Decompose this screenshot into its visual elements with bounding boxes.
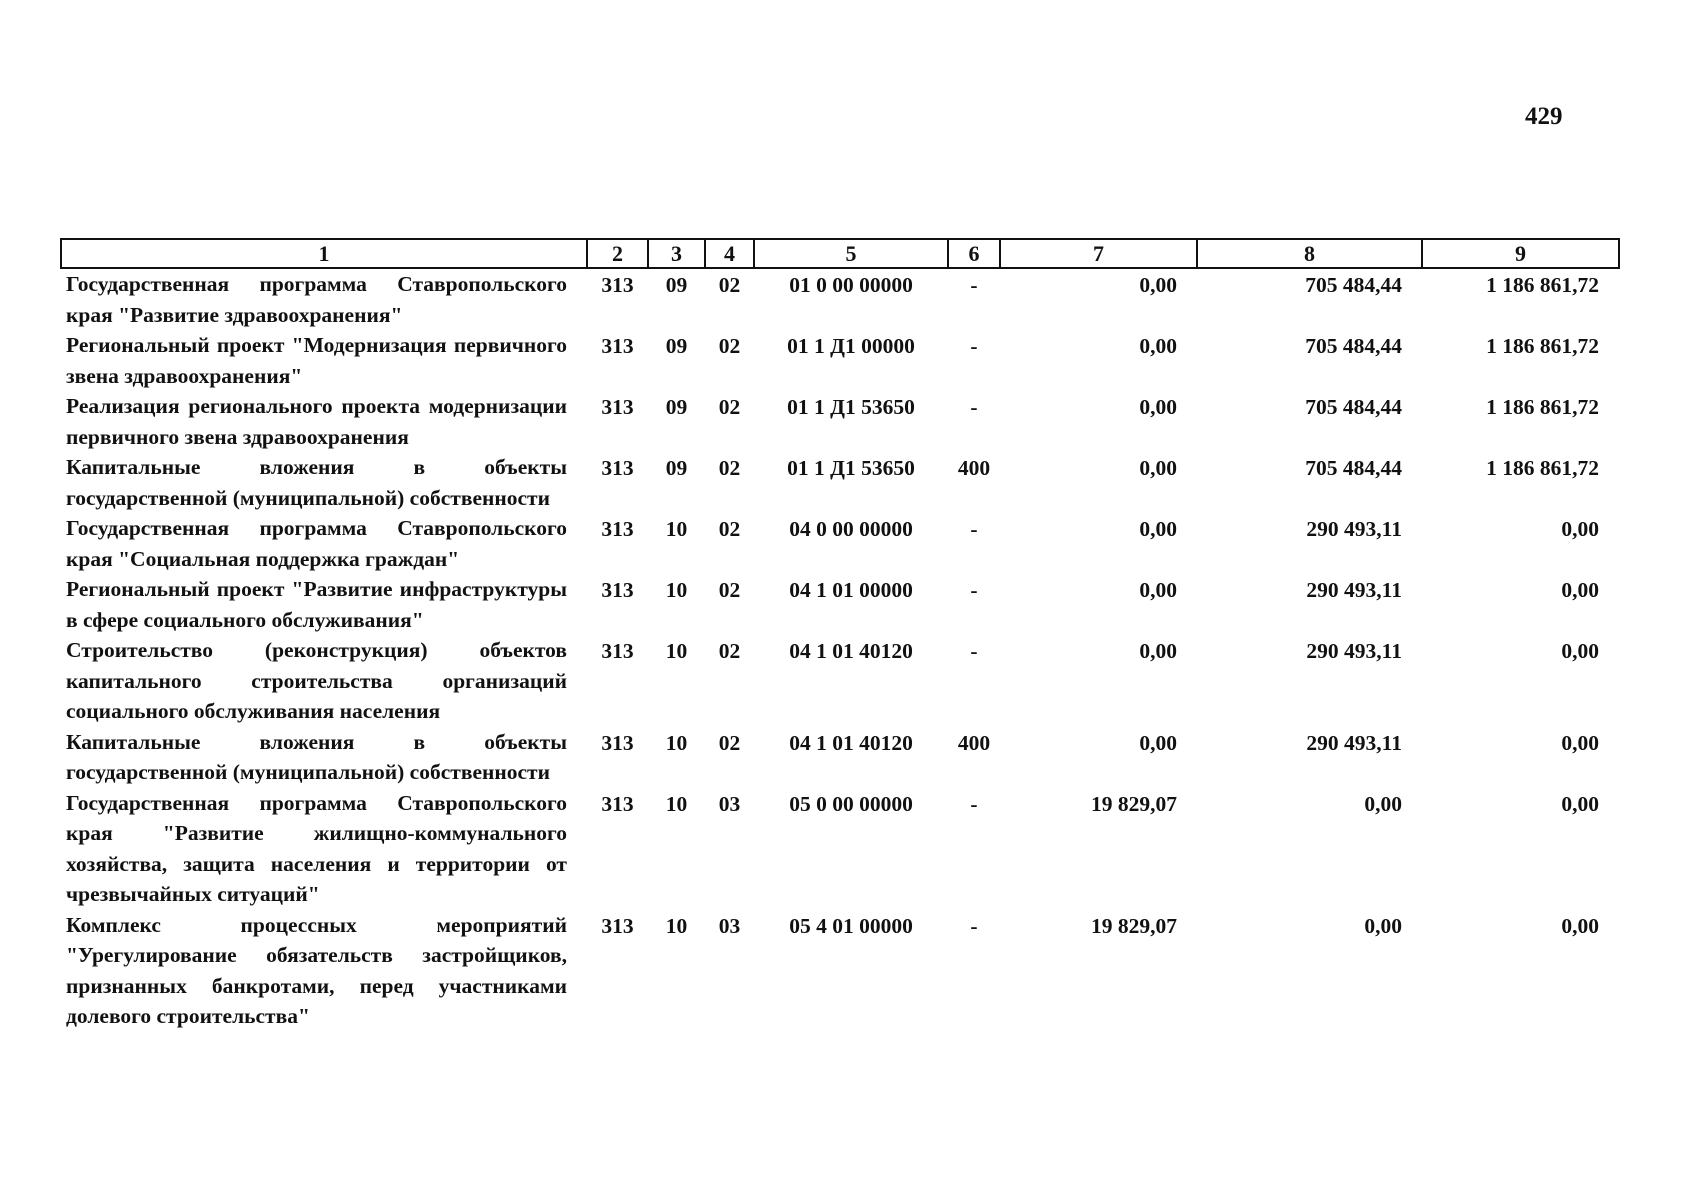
row-code-6: - [970, 395, 978, 419]
row-value-9: 0,00 [1561, 913, 1599, 938]
row-value-7: 0,00 [1139, 456, 1177, 480]
header-row [61, 239, 1619, 268]
budget-table [60, 238, 1620, 1032]
row-value-9: 1 186 861,72 [1486, 334, 1599, 358]
row-value-7: 0,00 [1139, 395, 1177, 419]
row-code-6: - [970, 791, 978, 816]
row-code-5: 04 0 00 00000 [789, 517, 913, 541]
table-row [61, 391, 1619, 452]
table-row [61, 452, 1619, 513]
table-row [61, 635, 1619, 727]
row-code-6: - [970, 334, 978, 358]
row-value-7: 0,00 [1139, 730, 1177, 755]
row-code-3: 09 [665, 395, 688, 419]
row-name: Государственная программа Ставропольского края "Развитие жилищно-коммунального хозяйства, защита населения и территории от чрезвычайных ситуаций" [66, 790, 567, 906]
row-code-5: 05 0 00 00000 [789, 791, 913, 816]
row-code-2: 313 [601, 913, 634, 938]
header-cell: 5 [754, 239, 948, 268]
row-value-7: 0,00 [1139, 639, 1177, 663]
row-value-8: 705 484,44 [1305, 456, 1402, 480]
table-row [61, 574, 1619, 635]
row-code-2: 313 [601, 730, 634, 755]
row-code-6: - [970, 578, 978, 602]
row-code-4: 03 [718, 913, 741, 938]
row-value-8: 705 484,44 [1305, 273, 1402, 297]
row-value-7: 19 829,07 [1091, 913, 1177, 938]
row-value-9: 0,00 [1561, 730, 1599, 755]
table-row [61, 268, 1619, 330]
row-name: Региональный проект "Развитие инфраструктуры в сфере социального обслуживания" [66, 577, 567, 632]
row-value-7: 0,00 [1139, 517, 1177, 541]
row-code-6: - [970, 639, 978, 663]
row-value-7: 0,00 [1139, 334, 1177, 358]
row-name: Капитальные вложения в объекты государственной (муниципальной) собственности [66, 729, 567, 784]
row-value-7: 19 829,07 [1091, 791, 1177, 816]
row-code-2: 313 [601, 639, 634, 663]
row-name: Государственная программа Ставропольского края "Социальная поддержка граждан" [66, 516, 567, 571]
page-number: 429 [1525, 103, 1563, 130]
table-row [61, 727, 1619, 788]
row-name: Реализация регионального проекта модернизации первичного звена здравоохранения [66, 394, 567, 449]
row-code-5: 04 1 01 40120 [789, 639, 913, 663]
row-code-5: 04 1 01 40120 [789, 730, 913, 755]
row-value-9: 1 186 861,72 [1486, 273, 1599, 297]
table-row [61, 330, 1619, 391]
row-code-4: 02 [718, 578, 741, 602]
row-code-5: 01 0 00 00000 [789, 273, 913, 297]
header-cell: 3 [648, 239, 705, 268]
row-code-3: 10 [665, 517, 688, 541]
row-code-4: 03 [718, 791, 741, 816]
row-name: Капитальные вложения в объекты государственной (муниципальной) собственности [66, 455, 567, 510]
table-row [61, 513, 1619, 574]
row-code-2: 313 [601, 273, 634, 297]
row-code-3: 10 [665, 913, 688, 938]
row-code-6: - [970, 517, 978, 541]
row-code-2: 313 [601, 791, 634, 816]
row-value-8: 290 493,11 [1306, 639, 1402, 663]
row-code-4: 02 [718, 395, 741, 419]
header-cell: 9 [1422, 239, 1619, 268]
row-code-3: 10 [665, 578, 688, 602]
row-code-4: 02 [718, 334, 741, 358]
row-code-5: 01 1 Д1 00000 [787, 334, 915, 358]
header-cell: 6 [948, 239, 1000, 268]
row-code-3: 09 [665, 273, 688, 297]
header-cell: 1 [61, 239, 587, 268]
row-code-4: 02 [718, 639, 741, 663]
row-value-9: 0,00 [1561, 639, 1599, 663]
row-code-2: 313 [601, 517, 634, 541]
row-value-9: 0,00 [1561, 517, 1599, 541]
row-code-4: 02 [718, 273, 741, 297]
row-code-2: 313 [601, 334, 634, 358]
row-value-8: 0,00 [1364, 913, 1402, 938]
header-cell: 2 [587, 239, 648, 268]
row-code-6: - [970, 913, 978, 938]
row-code-3: 09 [665, 334, 688, 358]
row-name: Государственная программа Ставропольского края "Развитие здравоохранения" [66, 272, 567, 327]
row-value-8: 290 493,11 [1306, 517, 1402, 541]
row-code-2: 313 [601, 578, 634, 602]
row-code-3: 10 [665, 639, 688, 663]
row-value-8: 290 493,11 [1306, 730, 1402, 755]
row-code-2: 313 [601, 395, 634, 419]
row-value-8: 705 484,44 [1305, 334, 1402, 358]
row-code-6: 400 [957, 456, 991, 480]
table-row [61, 910, 1619, 1032]
row-code-6: 400 [957, 730, 991, 755]
row-value-8: 0,00 [1364, 791, 1402, 816]
header-cell: 8 [1197, 239, 1422, 268]
row-code-3: 09 [665, 456, 688, 480]
row-code-2: 313 [601, 456, 634, 480]
row-value-9: 1 186 861,72 [1486, 456, 1599, 480]
row-code-5: 01 1 Д1 53650 [787, 456, 915, 480]
row-value-9: 1 186 861,72 [1486, 395, 1599, 419]
row-code-5: 01 1 Д1 53650 [787, 395, 915, 419]
row-code-5: 04 1 01 00000 [789, 578, 913, 602]
row-code-4: 02 [718, 517, 741, 541]
row-code-3: 10 [665, 730, 688, 755]
row-value-8: 290 493,11 [1306, 578, 1402, 602]
row-code-5: 05 4 01 00000 [789, 913, 913, 938]
row-code-4: 02 [718, 730, 741, 755]
header-cell: 4 [705, 239, 754, 268]
row-code-6: - [970, 273, 978, 297]
row-value-8: 705 484,44 [1305, 395, 1402, 419]
row-value-9: 0,00 [1561, 578, 1599, 602]
row-name: Строительство (реконструкция) объектов капитального строительства организаций социального обслуживания населения [66, 638, 567, 723]
header-cell: 7 [1000, 239, 1197, 268]
row-value-7: 0,00 [1139, 273, 1177, 297]
row-name: Комплекс процессных мероприятий "Урегулирование обязательств застройщиков, признанных банкротами, перед участниками долевого строительства" [66, 912, 567, 1028]
row-value-7: 0,00 [1139, 578, 1177, 602]
table-row [61, 788, 1619, 910]
row-name: Региональный проект "Модернизация первичного звена здравоохранения" [66, 333, 567, 388]
row-code-3: 10 [665, 791, 688, 816]
row-value-9: 0,00 [1561, 791, 1599, 816]
row-code-4: 02 [718, 456, 741, 480]
